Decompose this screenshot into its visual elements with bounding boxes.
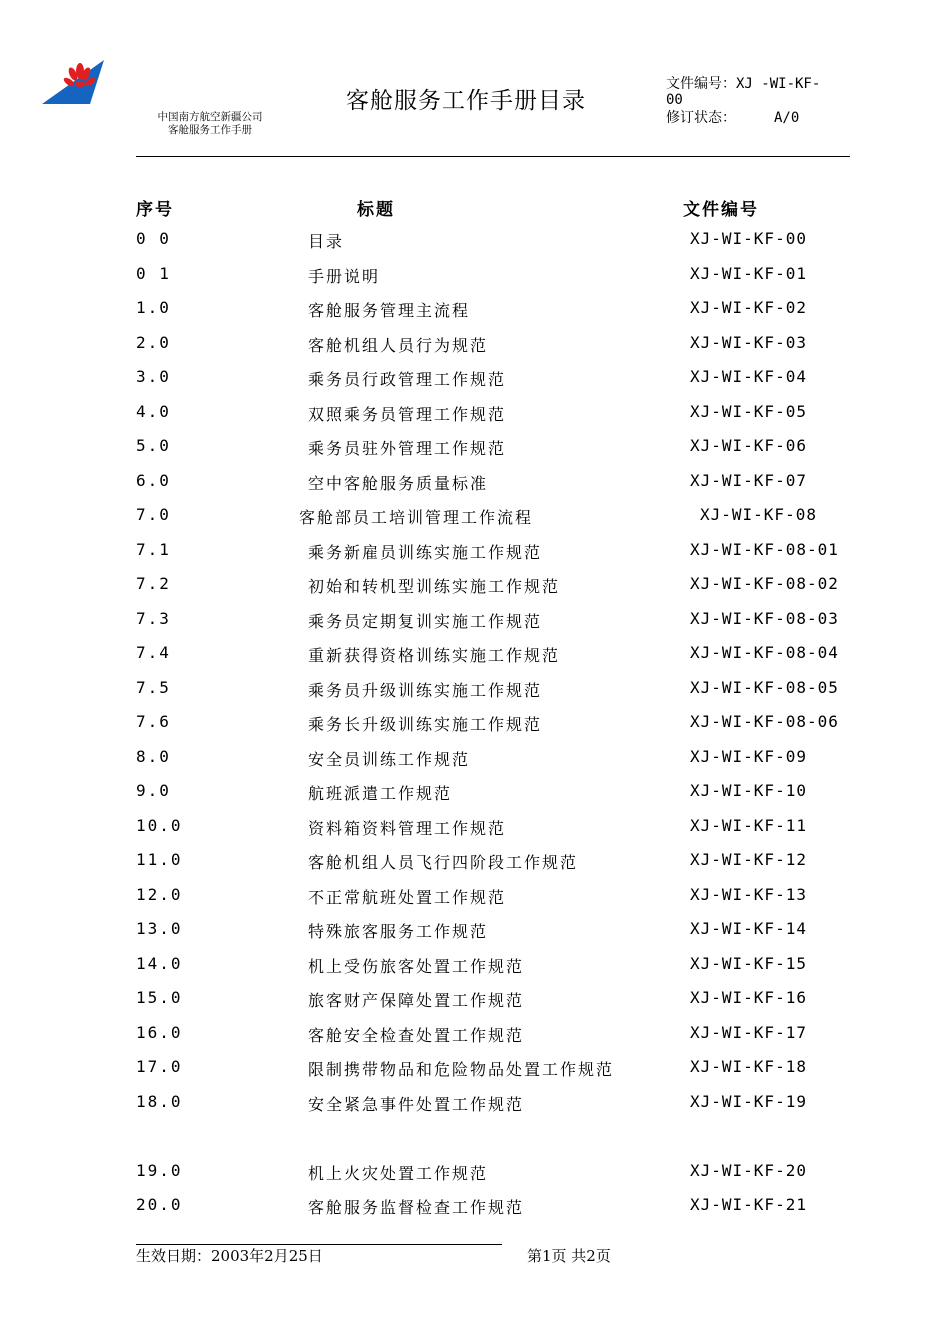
toc-code: XJ-WI-KF-08-06 bbox=[690, 712, 839, 731]
toc-row bbox=[0, 574, 950, 604]
toc-row bbox=[0, 1092, 950, 1122]
toc-code: XJ-WI-KF-21 bbox=[690, 1195, 807, 1214]
toc-number: 8.0 bbox=[136, 746, 171, 766]
toc-code: XJ-WI-KF-02 bbox=[690, 298, 807, 317]
toc-title: 手册说明 bbox=[308, 266, 381, 286]
toc-title: 机上受伤旅客处置工作规范 bbox=[308, 956, 525, 976]
toc-title: 客舱机组人员行为规范 bbox=[308, 335, 489, 355]
column-header-code: 文件编号 bbox=[683, 200, 759, 220]
column-header-num: 序号 bbox=[136, 200, 174, 220]
toc-row bbox=[0, 919, 950, 949]
toc-number: 3.0 bbox=[136, 367, 171, 386]
page-number: 第1页 共2页 bbox=[527, 1247, 611, 1265]
toc-row bbox=[0, 402, 950, 432]
toc-number: 7.3 bbox=[136, 608, 171, 628]
toc-row bbox=[0, 678, 950, 708]
toc-row bbox=[0, 609, 950, 639]
toc-number: 17.0 bbox=[136, 1057, 183, 1076]
toc-title: 乘务员定期复训实施工作规范 bbox=[308, 611, 543, 631]
toc-code: XJ-WI-KF-08 bbox=[700, 505, 817, 524]
toc-row bbox=[0, 712, 950, 742]
toc-number: 0 0 bbox=[136, 229, 171, 248]
toc-row bbox=[0, 229, 950, 259]
toc-row bbox=[0, 471, 950, 501]
toc-title: 初始和转机型训练实施工作规范 bbox=[308, 577, 561, 596]
toc-title: 航班派遣工作规范 bbox=[308, 784, 453, 803]
document-title: 客舱服务工作手册目录 bbox=[346, 88, 586, 114]
toc-row bbox=[0, 954, 950, 984]
effective-date: 生效日期：2003年2月25日 bbox=[136, 1247, 323, 1265]
toc-number: 7.6 bbox=[136, 712, 171, 731]
toc-code: XJ-WI-KF-08-02 bbox=[690, 574, 839, 593]
toc-title: 空中客舱服务质量标准 bbox=[308, 473, 489, 493]
toc-title: 客舱机组人员飞行四阶段工作规范 bbox=[308, 853, 579, 872]
toc-row bbox=[0, 540, 950, 570]
manual-name: 客舱服务工作手册 bbox=[168, 124, 252, 136]
toc-number: 7.0 bbox=[136, 505, 171, 524]
toc-code: XJ-WI-KF-09 bbox=[690, 746, 807, 766]
toc-code: XJ-WI-KF-14 bbox=[690, 919, 807, 938]
toc-row bbox=[0, 436, 950, 466]
toc-title: 客舱安全检查处置工作规范 bbox=[308, 1025, 525, 1045]
toc-code: XJ-WI-KF-07 bbox=[690, 470, 807, 490]
toc-code: XJ-WI-KF-08-04 bbox=[690, 643, 839, 662]
revision-value: A/0 bbox=[774, 110, 800, 126]
toc-number: 7.5 bbox=[136, 677, 171, 697]
toc-number: 14.0 bbox=[136, 953, 183, 973]
toc-code: XJ-WI-KF-12 bbox=[690, 850, 807, 869]
toc-row bbox=[0, 816, 950, 846]
toc-code: XJ-WI-KF-13 bbox=[690, 884, 807, 904]
toc-row bbox=[0, 333, 950, 363]
toc-title: 限制携带物品和危险物品处置工作规范 bbox=[308, 1060, 615, 1079]
toc-title: 乘务员驻外管理工作规范 bbox=[308, 439, 507, 458]
toc-row bbox=[0, 1023, 950, 1053]
toc-code: XJ-WI-KF-04 bbox=[690, 367, 807, 386]
toc-number: 12.0 bbox=[136, 884, 183, 904]
toc-number: 19.0 bbox=[136, 1160, 183, 1180]
toc-code: XJ-WI-KF-08-01 bbox=[690, 539, 839, 559]
toc-code: XJ-WI-KF-11 bbox=[690, 815, 807, 835]
toc-row bbox=[0, 264, 950, 294]
toc-number: 5.0 bbox=[136, 436, 171, 455]
toc-title: 安全紧急事件处置工作规范 bbox=[308, 1094, 525, 1114]
toc-title: 目录 bbox=[308, 232, 345, 251]
column-header-title: 标题 bbox=[357, 200, 395, 220]
toc-title: 乘务长升级训练实施工作规范 bbox=[308, 715, 543, 734]
toc-code: XJ-WI-KF-10 bbox=[690, 781, 807, 800]
toc-title: 资料箱资料管理工作规范 bbox=[308, 818, 507, 838]
toc-number: 10.0 bbox=[136, 815, 183, 835]
toc-code: XJ-WI-KF-08-03 bbox=[690, 608, 839, 628]
toc-number: 16.0 bbox=[136, 1022, 183, 1042]
toc-title: 客舱服务监督检查工作规范 bbox=[308, 1198, 525, 1217]
toc-number: 7.4 bbox=[136, 643, 171, 662]
toc-number: 11.0 bbox=[136, 850, 183, 869]
toc-number: 6.0 bbox=[136, 470, 171, 490]
toc-code: XJ-WI-KF-19 bbox=[690, 1091, 807, 1111]
toc-row bbox=[0, 747, 950, 777]
toc-code: XJ-WI-KF-05 bbox=[690, 401, 807, 421]
toc-title: 乘务员升级训练实施工作规范 bbox=[308, 680, 543, 700]
toc-title: 客舱服务管理主流程 bbox=[308, 301, 471, 320]
toc-number: 7.2 bbox=[136, 574, 171, 593]
toc-code: XJ-WI-KF-17 bbox=[690, 1022, 807, 1042]
toc-code: XJ-WI-KF-03 bbox=[690, 332, 807, 352]
toc-number: 4.0 bbox=[136, 401, 171, 421]
toc-code: XJ-WI-KF-01 bbox=[690, 263, 807, 283]
toc-title: 乘务员行政管理工作规范 bbox=[308, 370, 507, 389]
toc-title: 重新获得资格训练实施工作规范 bbox=[308, 646, 561, 665]
toc-title: 旅客财产保障处置工作规范 bbox=[308, 991, 525, 1010]
toc-title: 特殊旅客服务工作规范 bbox=[308, 922, 489, 941]
toc-number: 9.0 bbox=[136, 781, 171, 800]
toc-row bbox=[0, 988, 950, 1018]
toc-row bbox=[0, 367, 950, 397]
toc-number: 13.0 bbox=[136, 919, 183, 938]
toc-code: XJ-WI-KF-16 bbox=[690, 988, 807, 1007]
toc-row bbox=[0, 850, 950, 880]
toc-row bbox=[0, 1195, 950, 1225]
toc-code: XJ-WI-KF-20 bbox=[690, 1160, 807, 1180]
toc-code: XJ-WI-KF-06 bbox=[690, 436, 807, 455]
toc-row bbox=[0, 885, 950, 915]
toc-code: XJ-WI-KF-08-05 bbox=[690, 677, 839, 697]
toc-title: 双照乘务员管理工作规范 bbox=[308, 404, 507, 424]
toc-code: XJ-WI-KF-15 bbox=[690, 953, 807, 973]
toc-code: XJ-WI-KF-18 bbox=[690, 1057, 807, 1076]
toc-number: 0 1 bbox=[136, 263, 171, 283]
toc-row bbox=[0, 1057, 950, 1087]
toc-title: 安全员训练工作规范 bbox=[308, 749, 471, 769]
toc-row bbox=[0, 781, 950, 811]
toc-title: 客舱部员工培训管理工作流程 bbox=[299, 508, 534, 527]
toc-code: XJ-WI-KF-00 bbox=[690, 229, 807, 248]
toc-number: 1.0 bbox=[136, 298, 171, 317]
file-number-label: 文件编号：XJ -WI-KF- bbox=[666, 76, 821, 92]
toc-number: 20.0 bbox=[136, 1195, 183, 1214]
toc-title: 不正常航班处置工作规范 bbox=[308, 887, 507, 907]
toc-number: 18.0 bbox=[136, 1091, 183, 1111]
file-number-continued: 00 bbox=[666, 92, 683, 108]
toc-row bbox=[0, 505, 950, 535]
toc-number: 2.0 bbox=[136, 332, 171, 352]
toc-number: 15.0 bbox=[136, 988, 183, 1007]
toc-row bbox=[0, 643, 950, 673]
toc-number: 7.1 bbox=[136, 539, 171, 559]
toc-row bbox=[0, 1161, 950, 1191]
revision-label: 修订状态： bbox=[666, 110, 736, 126]
company-name: 中国南方航空新疆公司 bbox=[157, 111, 263, 123]
toc-title: 机上火灾处置工作规范 bbox=[308, 1163, 489, 1183]
toc-title: 乘务新雇员训练实施工作规范 bbox=[308, 542, 543, 562]
toc-row bbox=[0, 298, 950, 328]
